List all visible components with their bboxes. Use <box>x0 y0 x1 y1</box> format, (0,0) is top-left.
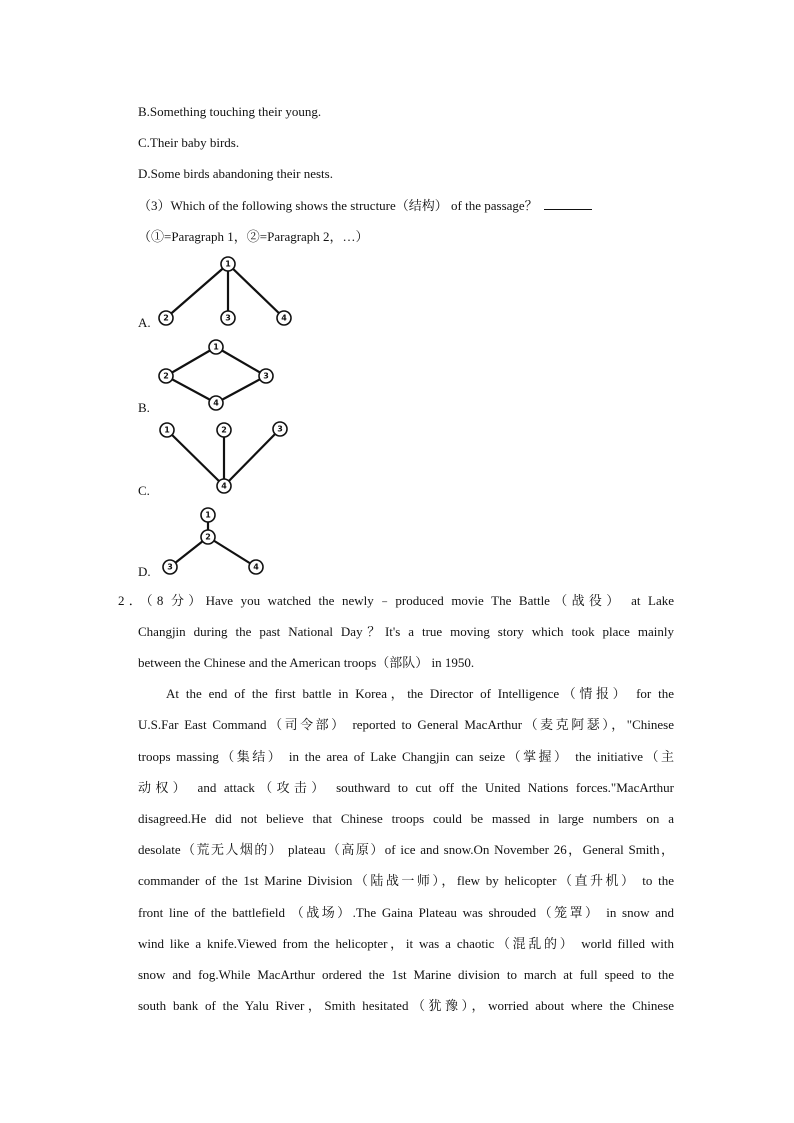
option-c: C.Their baby birds. <box>138 135 240 150</box>
diagram-b-label: B. <box>138 400 150 415</box>
passage-line: desolate（荒无人烟的） plateau（高原）of ice and snow.On November 26，General Smith， <box>138 842 674 857</box>
passage-line: U.S.Far East Command（司令部） reported to General MacArthur（麦克阿瑟），"Chinese <box>138 717 674 732</box>
node-3-label: 3 <box>225 313 231 323</box>
node-4-label: 4 <box>253 562 259 572</box>
passage-line: south bank of the Yalu River，Smith hesitated（犹豫），worried about where the Chinese <box>138 998 674 1013</box>
question-3 <box>138 197 592 214</box>
node-1-label: 1 <box>164 425 170 435</box>
node-4-label: 4 <box>221 481 227 491</box>
passage-line: 动权） and attack（攻击） southward to cut off the United Nations forces."MacArthur <box>138 780 674 795</box>
option-b: B.Something touching their young. <box>138 104 322 119</box>
node-3-label: 3 <box>167 562 173 572</box>
paragraph-legend: （①=Paragraph 1，②=Paragraph 2，…） <box>138 229 369 244</box>
node-4-label: 4 <box>281 313 287 323</box>
question-2-line-1: 2．（8 分）Have you watched the newly﹣produced movie The Battle（战役） at Lake <box>118 593 674 608</box>
passage-line: snow and fog.While MacArthur ordered the 1st Marine division to march at full speed to the <box>138 967 674 982</box>
node-3-label: 3 <box>277 424 283 434</box>
question-2-line-3: between the Chinese and the American troops（部队） in 1950. <box>138 655 475 670</box>
passage-line: front line of the battlefield （战场）.The Gaina Plateau was shrouded（笼罩） in snow and <box>138 905 674 920</box>
diagram-d <box>150 505 280 577</box>
option-d: D.Some birds abandoning their nests. <box>138 166 333 181</box>
answer-blank[interactable] <box>544 197 592 210</box>
passage-line: commander of the 1st Marine Division（陆战一师），flew by helicopter（直升机） to the <box>138 873 674 888</box>
node-2-label: 2 <box>205 532 211 542</box>
passage-line: disagreed.He did not believe that Chinese troops could be massed in large numbers on a <box>138 811 674 826</box>
node-2-label: 2 <box>221 425 227 435</box>
node-1-label: 1 <box>205 510 211 520</box>
passage-line: At the end of the first battle in Korea，the Director of Intelligence（情报） for the <box>166 686 674 701</box>
node-2-label: 2 <box>163 313 169 323</box>
passage-line: wind like a knife.Viewed from the helicopter，it was a chaotic（混乱的） world filled with <box>138 936 674 951</box>
node-1-label: 1 <box>213 342 219 352</box>
diagram-a-label: A. <box>138 315 151 330</box>
node-3-label: 3 <box>263 371 269 381</box>
passage-line: troops massing（集结） in the area of Lake Changjin can seize（掌握） the initiative（主 <box>138 749 674 764</box>
question-2-line-2: Changjin during the past National Day？It's a true moving story which took place mainly <box>138 624 674 639</box>
node-2-label: 2 <box>163 371 169 381</box>
diagram-c <box>150 420 300 496</box>
diagram-a <box>150 256 300 328</box>
node-1-label: 1 <box>225 259 231 269</box>
question-3-text: （3）Which of the following shows the structure（结构） of the passage？ <box>138 198 538 213</box>
diagram-d-label: D. <box>138 564 151 579</box>
node-4-label: 4 <box>213 398 219 408</box>
diagram-c-label: C. <box>138 483 150 498</box>
diagram-b <box>150 338 290 410</box>
